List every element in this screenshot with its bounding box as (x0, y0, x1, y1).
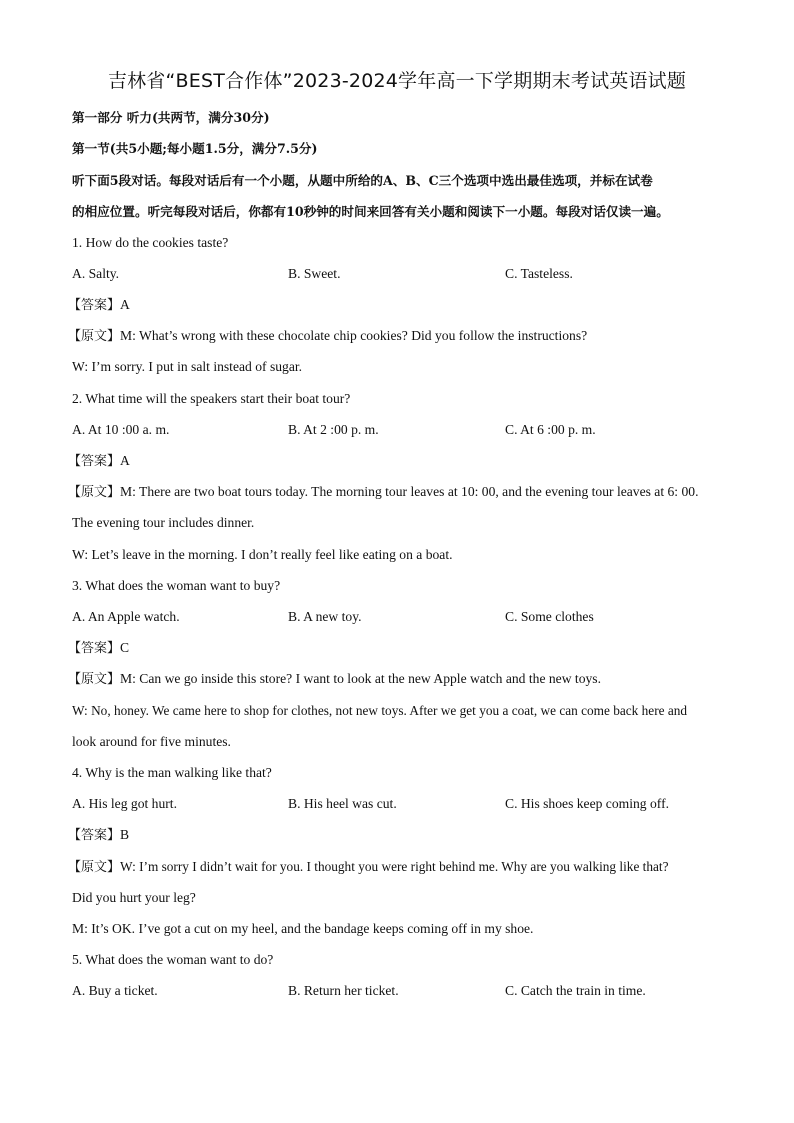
q2-answer (68, 452, 130, 471)
instructions-line-1: 听下面5段对话。每段对话后有一个小题，从题中所给的A、B、C三个选项中选出最佳选项，并标在试卷 (72, 173, 653, 188)
answer-label: 【答案】 (68, 828, 121, 843)
question-5: 5. What does the woman want to do? (72, 952, 274, 967)
page-title: 吉林省“BEST合作体”2023-2024学年高一下学期期末考试英语试题 (107, 70, 687, 92)
instructions-line-2: 的相应位置。听完每段对话后，你都有10秒钟的时间来回答有关小题和阅读下一小题。每段对话仅读一遍。 (72, 204, 669, 219)
q4-option-a: A. His leg got hurt. (72, 796, 177, 811)
q1-option-c: C. Tasteless. (505, 266, 573, 281)
q5-option-c: C. Catch the train in time. (505, 983, 646, 998)
q2-option-a: A. At 10 :00 a. m. (72, 422, 170, 437)
q3-transcript-1: 【原文】M: Can we go inside this store? I want to look at the new Apple watch and the new toys. (68, 671, 601, 687)
transcript-label: 【原文】 (68, 672, 121, 687)
q1-option-b: B. Sweet. (288, 266, 341, 281)
q1-transcript-2: W: I’m sorry. I put in salt instead of sugar. (72, 359, 303, 374)
q4-transcript-1: 【原文】W: I’m sorry I didn’t wait for you. I thought you were right behind me. Why are you walking like that? (68, 859, 669, 875)
answer-label: 【答案】 (68, 298, 121, 313)
question-2: 2. What time will the speakers start their boat tour? (72, 391, 351, 406)
q2-transcript-3: W: Let’s leave in the morning. I don’t really feel like eating on a boat. (72, 547, 453, 562)
question-1: 1. How do the cookies taste? (72, 235, 229, 250)
answer-label: 【答案】 (68, 454, 121, 469)
q4-transcript-3: M: It’s OK. I’ve got a cut on my heel, and the bandage keeps coming off in my shoe. (72, 921, 534, 936)
q3-option-b: B. A new toy. (288, 609, 362, 624)
q1-option-a: A. Salty. (72, 266, 120, 281)
q3-transcript-3: look around for five minutes. (72, 734, 231, 749)
transcript-label: 【原文】 (68, 329, 121, 344)
q2-answer-value: A (120, 453, 130, 468)
q2-option-b: B. At 2 :00 p. m. (288, 422, 379, 437)
q3-transcript-2: W: No, honey. We came here to shop for clothes, not new toys. After we get you a coat, we can come back here and (72, 703, 688, 718)
q5-option-b: B. Return her ticket. (288, 983, 399, 998)
q3-answer (68, 639, 129, 658)
q2-transcript-2: The evening tour includes dinner. (72, 515, 255, 530)
q2-transcript-1: 【原文】M: There are two boat tours today. The morning tour leaves at 10: 00, and the evening tour leaves at 6: 00. (68, 484, 699, 500)
section-heading: 第一节(共5小题;每小题1.5分，满分7.5分) (72, 141, 318, 156)
q4-transcript-2: Did you hurt your leg? (72, 890, 196, 905)
q2-option-c: C. At 6 :00 p. m. (505, 422, 596, 437)
q4-option-c: C. His shoes keep coming off. (505, 796, 669, 811)
question-4: 4. Why is the man walking like that? (72, 765, 272, 780)
q3-option-c: C. Some clothes (505, 609, 594, 624)
q1-transcript-1: 【原文】M: What’s wrong with these chocolate chip cookies? Did you follow the instructions? (68, 328, 588, 344)
q5-option-a: A. Buy a ticket. (72, 983, 158, 998)
part-heading: 第一部分 听力(共两节，满分30分) (72, 110, 270, 125)
q4-answer-value: B (120, 827, 130, 842)
question-3: 3. What does the woman want to buy? (72, 578, 281, 593)
q1-answer-value: A (120, 297, 130, 312)
q1-answer (68, 296, 130, 315)
q4-answer (68, 826, 129, 845)
q3-answer-value: C (120, 640, 130, 655)
transcript-label: 【原文】 (68, 485, 121, 500)
q3-option-a: A. An Apple watch. (72, 609, 180, 624)
answer-label: 【答案】 (68, 641, 121, 656)
q4-option-b: B. His heel was cut. (288, 796, 397, 811)
transcript-label: 【原文】 (68, 860, 121, 875)
